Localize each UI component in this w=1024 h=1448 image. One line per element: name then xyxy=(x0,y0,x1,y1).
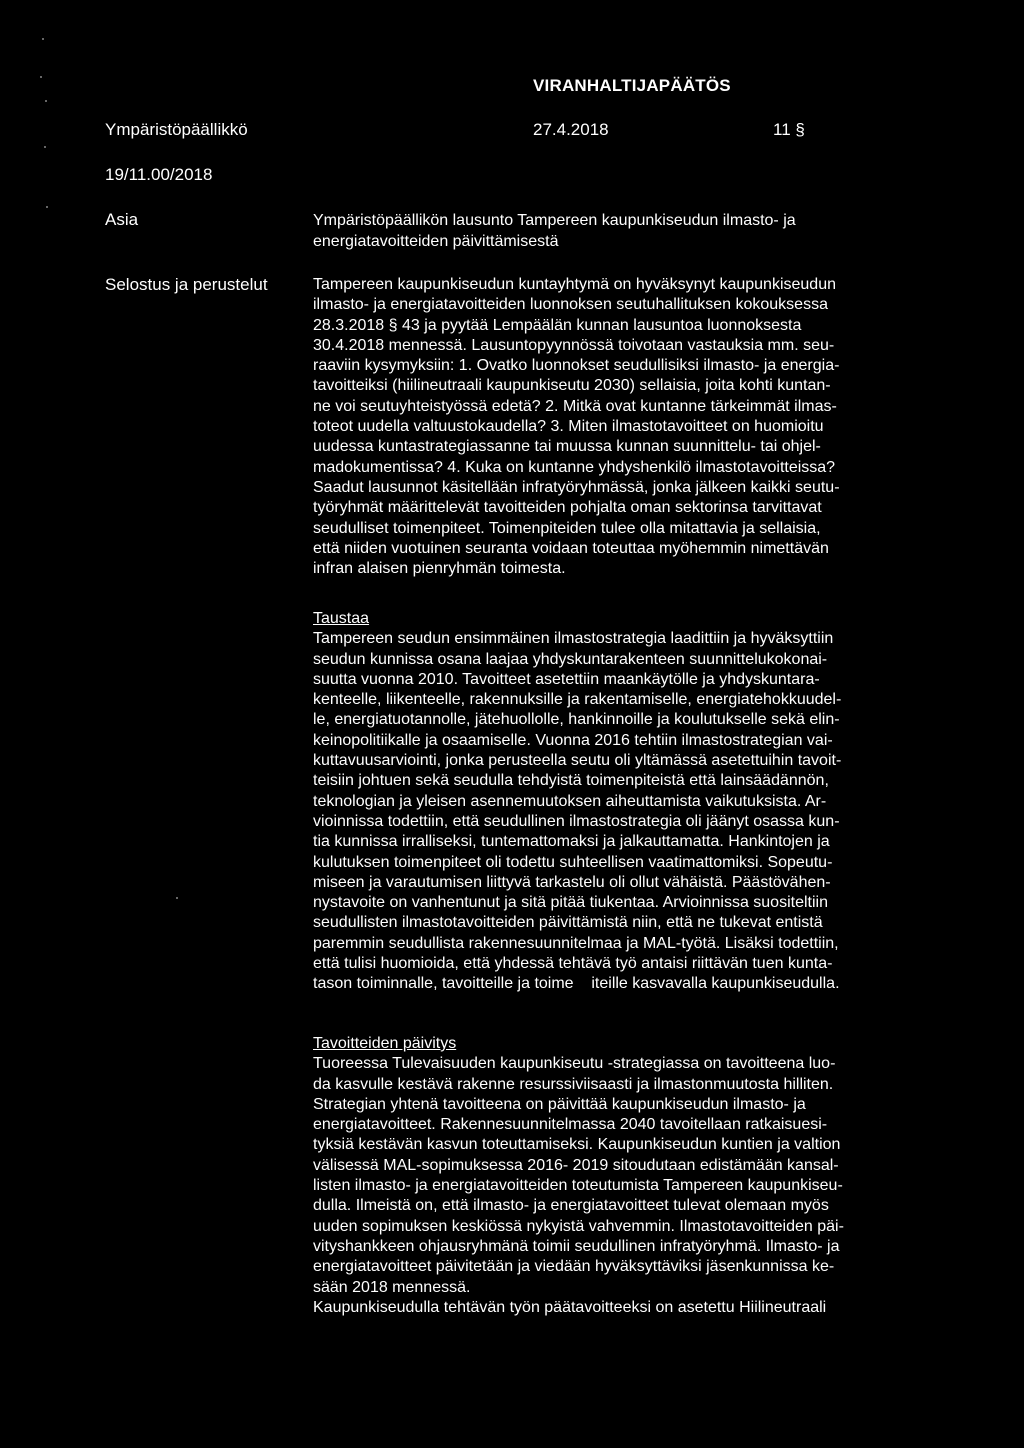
paragraph-line: energiatavoitteet. Rakennesuunnitelmassa 2040 tavoitellaan ratkaisuesi- xyxy=(313,1116,828,1134)
paragraph-line: paremmin seudullista rakennesuunnitelmaa ja MAL-työtä. Lisäksi todettiin, xyxy=(313,934,839,952)
scan-speck xyxy=(42,38,44,40)
description-label: Selostus ja perustelut xyxy=(105,275,268,294)
paragraph-line: keinopolitiikalle ja osaamiselle. Vuonna 2016 tehtiin ilmastostrategian vai- xyxy=(313,731,833,749)
author-title: Ympäristöpäällikkö xyxy=(105,120,248,139)
paragraph-line: työryhmät määrittelevät tavoitteiden pohjalta oman sektorinsa tarvittavat xyxy=(313,499,822,517)
background-heading: Taustaa xyxy=(313,610,370,627)
paragraph-line: ilmasto- ja energiatavoitteiden luonnoksen seutuhallituksen kokouksessa xyxy=(313,296,828,314)
paragraph-line: 30.4.2018 mennessä. Lausuntopyynnössä toivotaan vastauksia mm. seu- xyxy=(313,336,835,354)
paragraph-line: että niiden vuotuinen seuranta voidaan toteuttaa myöhemmin nimettävän xyxy=(313,539,829,557)
paragraph-line: Tampereen seudun ensimmäinen ilmastostrategia laadittiin ja hyväksyttiin xyxy=(313,630,834,648)
paragraph-line: kuttavuusarviointi, jonka perusteella seutu oli yltämässä asetettuihin tavoit- xyxy=(313,752,842,770)
document-type: VIRANHALTIJAPÄÄTÖS xyxy=(533,76,731,95)
paragraph-line: Tampereen kaupunkiseudun kuntayhtymä on hyväksynyt kaupunkiseudun xyxy=(313,276,836,293)
paragraph-line: dulla. Ilmeistä on, että ilmasto- ja energiatavoitteet tulevat olemaan myös xyxy=(313,1197,829,1215)
paragraph-line: toteot uudella valtuustokaudella? 3. Miten ilmastotavoitteet on huomioitu xyxy=(313,418,824,436)
paragraph-line: madokumentissa? 4. Kuka on kuntanne yhdyshenkilö ilmastotavoitteissa? xyxy=(313,458,836,476)
subject-text xyxy=(313,210,909,252)
paragraph-line: miseen ja varautumisen liittyvä tarkastelu oli ollut vähäistä. Päästövähen- xyxy=(313,873,831,891)
paragraph-line: le, energiatuotannolle, jätehuollolle, hankinnoille ja koulutukselle sekä elin- xyxy=(313,711,840,729)
paragraph-line: nystavoite on vanhentunut ja sitä pitää tiukentaa. Arvioinnissa suositeltiin xyxy=(313,894,828,912)
goals-update-section xyxy=(313,1034,909,1318)
section-number: 11 § xyxy=(773,120,805,139)
paragraph-line: suutta vuonna 2010. Tavoitteet asetettiin maankäytölle ja yhdyskuntara- xyxy=(313,670,820,688)
reference-number: 19/11.00/2018 xyxy=(105,165,213,184)
goals-update-heading: Tavoitteiden päivitys xyxy=(313,1035,457,1052)
paragraph-line: raaviin kysymyksiin: 1. Ovatko luonnokset seudullisiksi ilmasto- ja energia- xyxy=(313,357,840,375)
scan-speck xyxy=(44,146,46,148)
paragraph-line: seudullisten ilmastotavoitteiden päivittämistä niin, että ne tukevat entistä xyxy=(313,914,823,932)
paragraph-line: Tuoreessa Tulevaisuuden kaupunkiseutu -strategiassa on tavoitteena luo- xyxy=(313,1055,836,1073)
paragraph-line: Saadut lausunnot käsitellään infratyöryhmässä, jonka jälkeen kaikki seutu- xyxy=(313,478,840,496)
paragraph-line: uudessa kuntastrategiassanne tai muussa kunnan suunnittelu- tai ohjel- xyxy=(313,438,821,456)
subject-line: Ympäristöpäällikön lausunto Tampereen kaupunkiseudun ilmasto- ja xyxy=(313,212,796,229)
paragraph-line: teknologian ja yleisen asennemuutoksen aiheuttamista vaikutuksista. Ar- xyxy=(313,792,827,810)
subject-label: Asia xyxy=(105,210,139,229)
decision-date: 27.4.2018 xyxy=(533,120,609,139)
paragraph-line: tyksiä kestävän kasvun toteuttamiseksi. Kaupunkiseudun kuntien ja valtion xyxy=(313,1136,841,1154)
paragraph-line: seudulliset toimenpiteet. Toimenpiteiden tulee olla mitattavia ja sellaisia, xyxy=(313,519,821,537)
paragraph-line: infran alaisen pienryhmän toimesta. xyxy=(313,560,566,578)
paragraph-line: da kasvulle kestävä rakenne resurssiviisaasti ja ilmastonmuutosta hilliten. xyxy=(313,1075,834,1093)
paragraph-line: seudun kunnissa osana laajaa yhdyskuntarakenteen suunnittelukokonai- xyxy=(313,650,828,668)
background-section xyxy=(313,609,909,995)
scan-speck xyxy=(46,206,48,208)
paragraph-line: uuden sopimuksen keskiössä nykyistä vahvemmin. Ilmastotavoitteiden päi- xyxy=(313,1217,844,1235)
paragraph-line: kenteelle, liikenteelle, rakennuksille ja rakentamiselle, energiatehokkuudel- xyxy=(313,691,842,709)
paragraph-line: energiatavoitteet päivitetään ja viedään hyväksyttäviksi jäsenkunnissa ke- xyxy=(313,1258,835,1276)
paragraph-line: Kaupunkiseudulla tehtävän työn päätavoitteeksi on asetettu Hiilineutraali xyxy=(313,1298,827,1316)
paragraph-line: tia kunnissa irralliseksi, tuntemattomaksi ja jalkauttamatta. Hankintojen ja xyxy=(313,833,830,851)
paragraph-line: 28.3.2018 § 43 ja pyytää Lempäälän kunnan lausuntoa luonnoksesta xyxy=(313,316,802,334)
subject-line: energiatavoitteiden päivittämisestä xyxy=(313,233,559,250)
paragraph-line: vityshankkeen ohjausryhmänä toimii seudullinen infratyöryhmä. Ilmasto- ja xyxy=(313,1237,840,1255)
paragraph-line: Strategian yhtenä tavoitteena on päivittää kaupunkiseudun ilmasto- ja xyxy=(313,1095,806,1113)
scan-speck xyxy=(176,897,178,899)
scan-speck xyxy=(45,100,47,102)
paragraph-line: ne voi seutuyhteistyössä edetä? 2. Mitkä ovat kuntanne tärkeimmät ilmas- xyxy=(313,397,837,415)
paragraph-line: kulutuksen toimenpiteet oli todettu suhteellisen vaatimattomiksi. Sopeutu- xyxy=(313,853,833,871)
paragraph-line: vioinnissa todettiin, että seudullinen ilmastostrategia oli jäänyt osassa kun- xyxy=(313,812,840,830)
paragraph-line: listen ilmasto- ja energiatavoitteiden toteutumista Tampereen kaupunkiseu- xyxy=(313,1177,843,1195)
paragraph-line: tavoitteiksi (hiilineutraali kaupunkiseutu 2030) sellaisia, joita kohti kuntan- xyxy=(313,377,831,395)
paragraph-line: teisiin johtuen sekä seudulla tehdyistä toimenpiteistä että lainsäädännön, xyxy=(313,772,829,790)
scan-speck xyxy=(40,76,42,78)
description-paragraph xyxy=(313,275,909,579)
paragraph-line: että tulisi huomioida, että yhdessä tehtävä työ antaisi riittävän tuen kunta- xyxy=(313,955,833,973)
paragraph-line: tason toiminnalle, tavoitteille ja toime iteille kasvavalla kaupunkiseudulla. xyxy=(313,975,840,993)
paragraph-line: sään 2018 mennessä. xyxy=(313,1278,471,1296)
paragraph-line: välisessä MAL-sopimuksessa 2016- 2019 sitoudutaan edistämään kansal- xyxy=(313,1156,839,1174)
